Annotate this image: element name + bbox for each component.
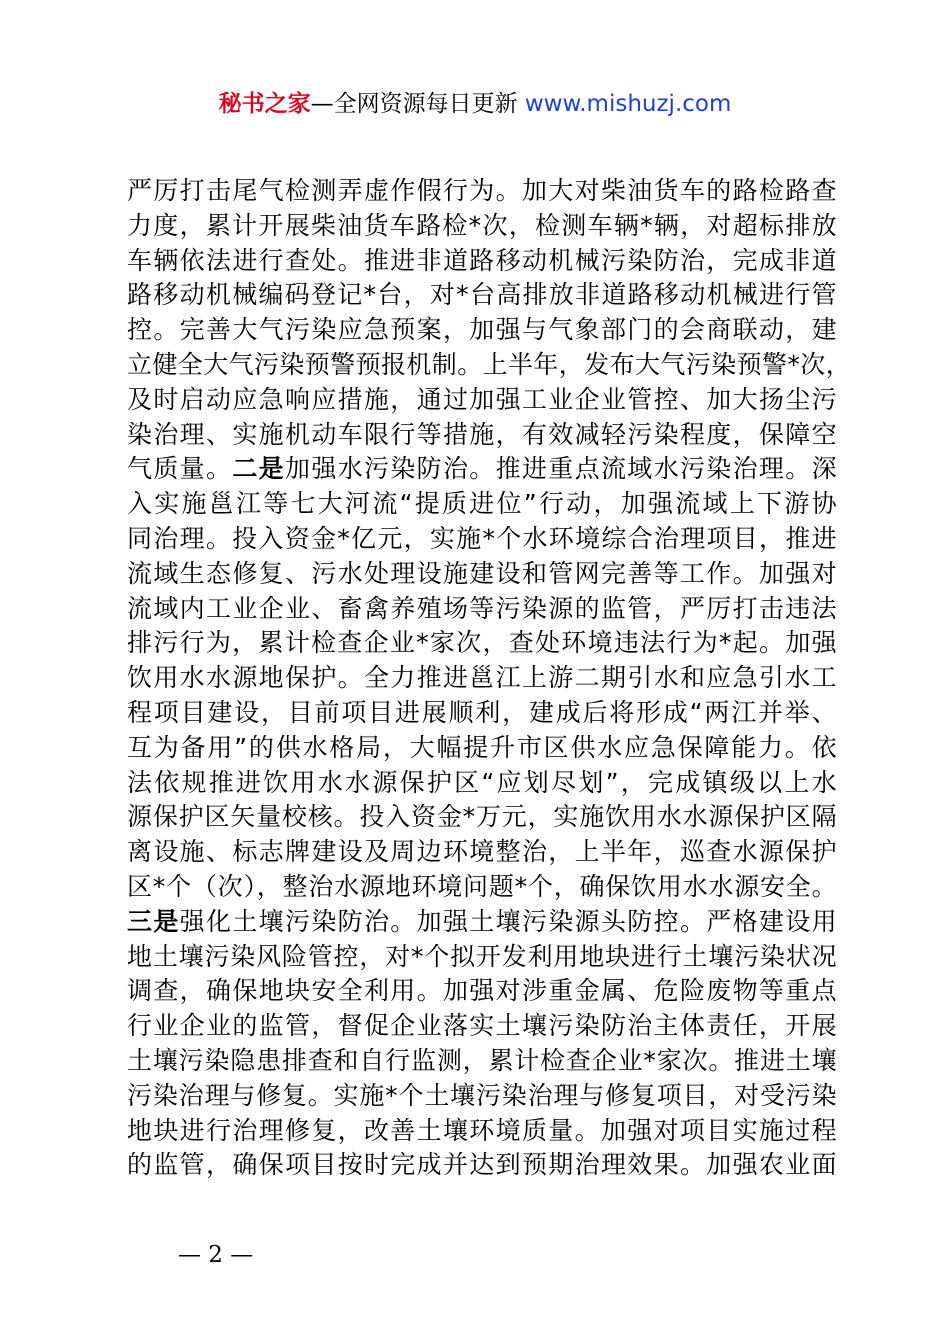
text-segment: 气质量。 [127, 454, 233, 484]
section-marker-three: 三是 [127, 906, 180, 936]
text-line: 控。完善大气污染应急预案，加强与气象部门的会商联动，建 [127, 315, 837, 345]
text-line: 行业企业的监管，督促企业落实土壤污染防治主体责任，开展 [127, 1011, 837, 1041]
text-line: 流域内工业企业、畜禽养殖场等污染源的监管，严厉打击违法 [127, 593, 837, 623]
text-line: 入实施邕江等七大河流“提质进位”行动，加强流域上下游协 [127, 489, 837, 519]
text-line: 地块进行治理修复，改善土壤环境质量。加强对项目实施过程 [127, 1115, 837, 1145]
text-line: 调查，确保地块安全利用。加强对涉重金属、危险废物等重点 [127, 976, 837, 1006]
text-line: 同治理。投入资金*亿元，实施*个水环境综合治理项目，推进 [127, 523, 837, 553]
text-line: 及时启动应急响应措施，通过加强工业企业管控、加大扬尘污 [127, 384, 837, 414]
page-number: — 2 — [178, 1242, 254, 1268]
text-line: 力度，累计开展柴油货车路检*次，检测车辆*辆，对超标排放 [127, 210, 837, 240]
text-line: 污染治理与修复。实施*个土壤污染治理与修复项目，对受污染 [127, 1080, 837, 1110]
text-line: 离设施、标志牌建设及周边环境整治，上半年，巡查水源保护 [127, 837, 837, 867]
text-line: 路移动机械编码登记*台，对*台高排放非道路移动机械进行管 [127, 280, 837, 310]
text-line: 立健全大气污染预警预报机制。上半年，发布大气污染预警*次， [127, 349, 852, 379]
text-segment: 加强水污染防治。推进重点流域水污染治理。深 [285, 454, 837, 484]
text-line: 染治理、实施机动车限行等措施，有效减轻污染程度，保障空 [127, 419, 837, 449]
text-line: 严厉打击尾气检测弄虚作假行为。加大对柴油货车的路检路查 [127, 176, 837, 205]
text-line: 程项目建设，目前项目进展顺利，建成后将形成“两江并举、 [127, 697, 837, 727]
text-line: 法依规推进饮用水水源保护区“应划尽划”，完成镇级以上水 [127, 767, 837, 797]
text-line: 的监管，确保项目按时完成并达到预期治理效果。加强农业面 [127, 1150, 837, 1180]
text-line: 区*个（次），整治水源地环境问题*个，确保饮用水水源安全。 [127, 871, 837, 901]
text-line [127, 452, 837, 487]
document-body [127, 174, 852, 1183]
text-line: 地土壤污染风险管控，对*个拟开发利用地块进行土壤污染状况 [127, 941, 837, 971]
site-url-link[interactable]: www.mishuzj.com [524, 91, 732, 117]
text-line: 饮用水水源地保护。全力推进邕江上游二期引水和应急引水工 [127, 663, 837, 693]
text-line: 土壤污染隐患排查和自行监测，累计检查企业*家次。推进土壤 [127, 1045, 837, 1075]
text-segment: 强化土壤污染防治。加强土壤污染源头防控。严格建设用 [179, 906, 837, 936]
text-line: 排污行为，累计检查企业*家次，查处环境违法行为*起。加强 [127, 628, 837, 658]
section-marker-two: 二是 [232, 454, 285, 484]
text-line: 车辆依法进行查处。推进非道路移动机械污染防治，完成非道 [127, 245, 837, 275]
text-line [127, 905, 837, 940]
text-line: 互为备用”的供水格局，大幅提升市区供水应急保障能力。依 [127, 732, 837, 762]
text-line: 流域生态修复、污水处理设施建设和管网完善等工作。加强对 [127, 558, 837, 588]
site-header [0, 88, 950, 120]
site-tagline: —全网资源每日更新 [310, 91, 525, 117]
site-brand: 秘书之家 [218, 91, 311, 117]
text-line: 源保护区矢量校核。投入资金*万元，实施饮用水水源保护区隔 [127, 802, 837, 832]
